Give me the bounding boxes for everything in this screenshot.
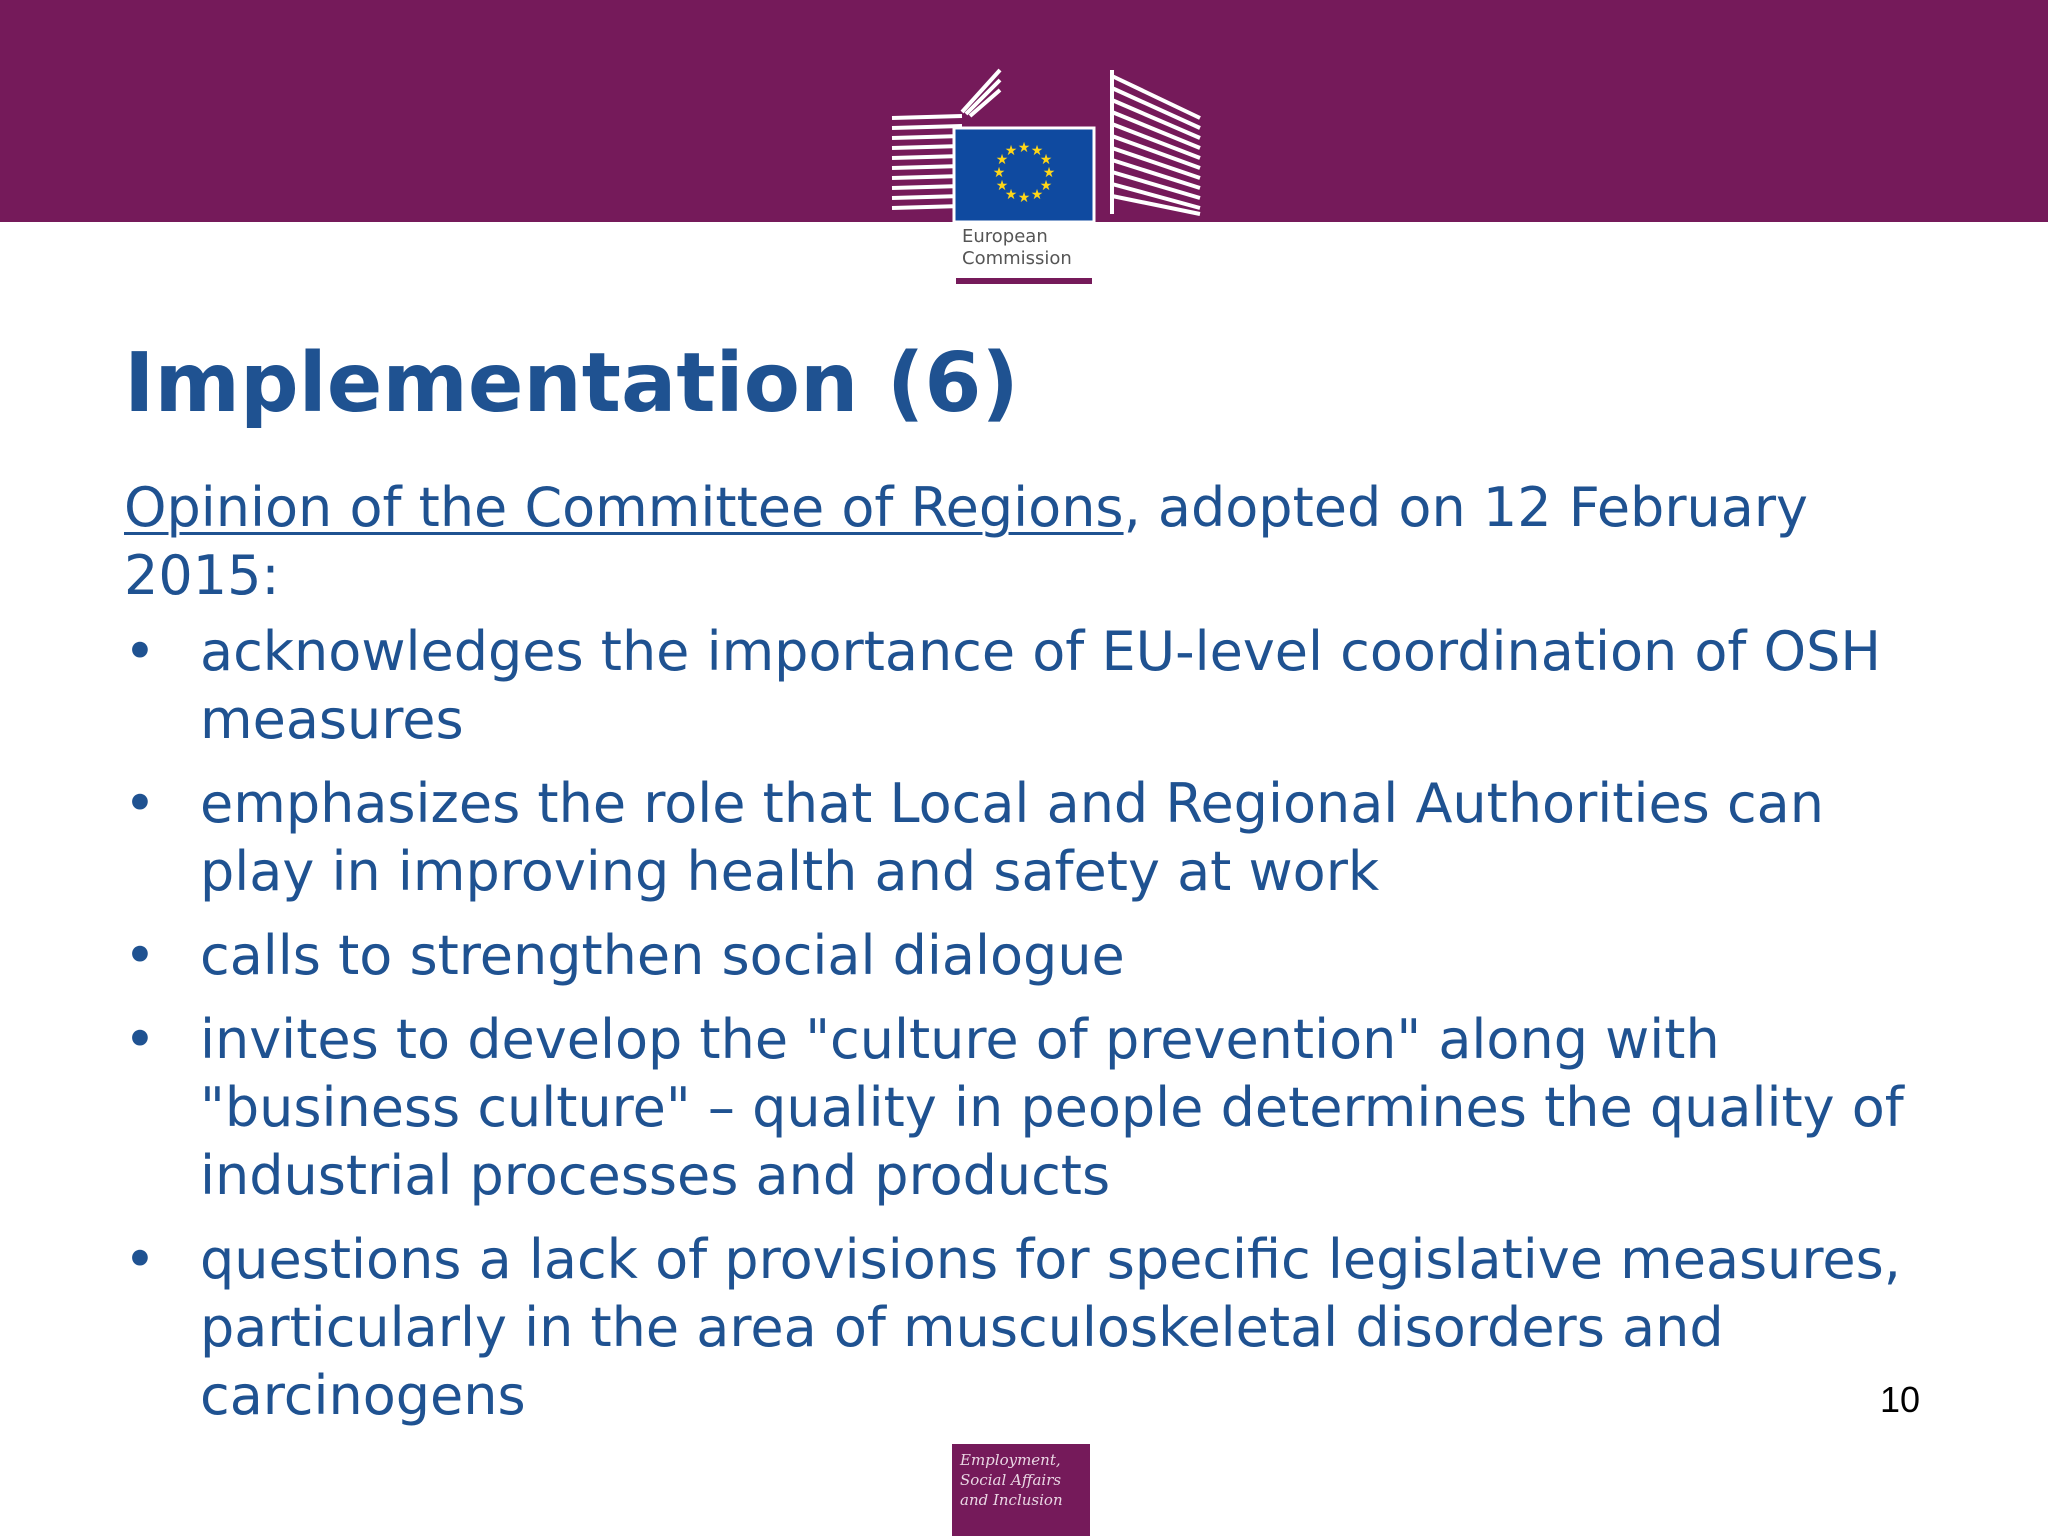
- bullet-icon: •: [124, 772, 156, 835]
- bullet-item: [124, 922, 1924, 990]
- bullet-text: emphasizes the role that Local and Regional Authorities can play in improving health and safety at work: [200, 772, 1824, 903]
- bullet-item: [124, 1006, 1924, 1210]
- svg-text:★: ★: [1039, 152, 1053, 168]
- bullet-item: [124, 770, 1924, 906]
- svg-text:★: ★: [1017, 140, 1031, 156]
- bullet-item: [124, 618, 1924, 754]
- bullet-icon: •: [124, 620, 156, 683]
- badge-label: Employment, Social Affairs and Inclusion: [960, 1451, 1063, 1509]
- logo-underline: [956, 278, 1092, 284]
- bullet-text: questions a lack of provisions for specific legislative measures, particularly in the area of musculoskeletal disorders and carcinogens: [200, 1228, 1901, 1427]
- eu-flag-icon: [954, 128, 1094, 222]
- svg-text:★: ★: [1030, 187, 1044, 203]
- committee-of-regions-link[interactable]: Opinion of the Committee of Regions: [124, 476, 1124, 539]
- bullet-item: [124, 1226, 1924, 1430]
- svg-text:★: ★: [1030, 143, 1044, 159]
- bullet-icon: •: [124, 1008, 156, 1071]
- svg-text:★: ★: [1039, 178, 1053, 194]
- svg-text:★: ★: [1004, 187, 1018, 203]
- intro-paragraph: [124, 474, 1924, 610]
- svg-text:★: ★: [992, 165, 1006, 181]
- svg-text:★: ★: [995, 152, 1009, 168]
- bullet-text: invites to develop the "culture of prevention" along with "business culture" – quality in people determines the quality of industrial processes and products: [200, 1008, 1904, 1207]
- building-right-icon: [1112, 70, 1200, 214]
- bullet-text: acknowledges the importance of EU-level coordination of OSH measures: [200, 620, 1881, 751]
- svg-text:★: ★: [1004, 143, 1018, 159]
- slide-title: Implementation (6): [124, 336, 1019, 431]
- logo-label: European Commission: [962, 226, 1072, 269]
- svg-text:★: ★: [1017, 190, 1031, 206]
- intro-rest: , adopted on 12 February 2015:: [124, 476, 1809, 607]
- slide-content: [124, 474, 1924, 1446]
- bullet-text: calls to strengthen social dialogue: [200, 924, 1125, 987]
- bullet-list: [124, 618, 1924, 1430]
- svg-text:★: ★: [1042, 165, 1056, 181]
- page-number: 10: [1880, 1379, 1921, 1420]
- bullet-icon: •: [124, 1228, 156, 1291]
- svg-text:★: ★: [995, 178, 1009, 194]
- employment-dg-badge: [952, 1444, 1090, 1536]
- bullet-icon: •: [124, 924, 156, 987]
